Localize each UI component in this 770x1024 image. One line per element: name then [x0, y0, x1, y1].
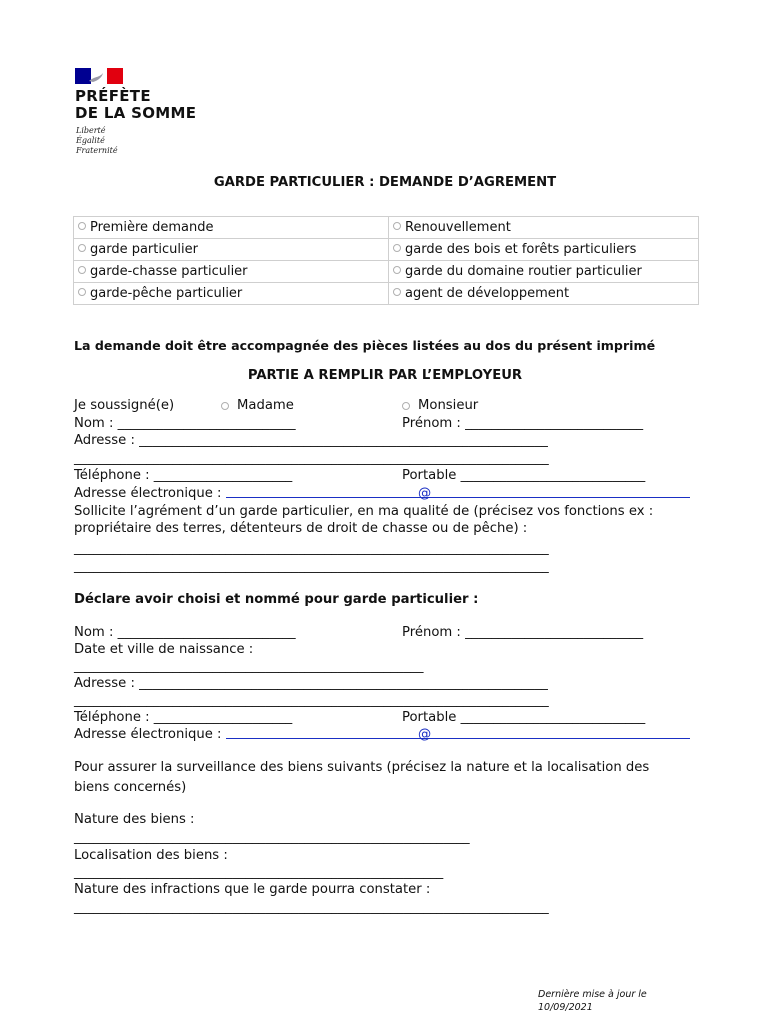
motto-fraternite: Fraternité [76, 146, 118, 155]
marianne-logo-icon [75, 68, 123, 84]
option-garde-bois-forets[interactable]: garde des bois et forêts particuliers [389, 239, 699, 261]
employer-portable-field[interactable]: Portable ____________________________ [402, 468, 646, 483]
last-update-date: 10/09/2021 [538, 1002, 593, 1013]
garde-email-label: Adresse électronique : [74, 727, 222, 742]
option-garde-peche[interactable]: garde-pêche particulier [74, 283, 389, 305]
radio-icon[interactable] [78, 288, 86, 296]
sollicite-text-2: propriétaire des terres, détenteurs de droit de chasse ou de pêche) : [74, 521, 528, 536]
employer-email-field[interactable] [226, 497, 690, 498]
radio-icon[interactable] [78, 222, 86, 230]
option-garde-particulier[interactable]: garde particulier [74, 239, 389, 261]
sollicite-line-1[interactable]: ________________________________________________________________________ [74, 541, 549, 556]
infractions-label: Nature des infractions que le garde pourra constater : [74, 882, 431, 897]
employer-email-at: @ [418, 486, 432, 501]
radio-icon[interactable] [393, 266, 401, 274]
employer-prenom-field[interactable]: Prénom : ___________________________ [402, 416, 644, 431]
biens-intro-2: biens concernés) [74, 780, 187, 795]
last-update-label: Dernière mise à jour le [538, 989, 647, 1000]
garde-adresse-field[interactable]: Adresse : ______________________________________________________________ [74, 676, 548, 691]
garde-heading: Déclare avoir choisi et nommé pour garde particulier : [74, 592, 479, 607]
radio-icon[interactable] [78, 266, 86, 274]
garde-email-field[interactable] [226, 738, 690, 739]
localisation-biens-field[interactable]: ________________________________________________________ [74, 865, 444, 880]
localisation-biens-label: Localisation des biens : [74, 848, 228, 863]
employer-adresse-field[interactable]: Adresse : ______________________________________________________________ [74, 433, 548, 448]
request-type-table [73, 216, 699, 305]
motto-liberte: Liberté [76, 126, 106, 135]
option-garde-domaine-routier[interactable]: garde du domaine routier particulier [389, 261, 699, 283]
biens-intro-1: Pour assurer la surveillance des biens suivants (précisez la nature et la localisation des [74, 760, 650, 775]
employer-email-label: Adresse électronique : [74, 486, 222, 501]
garde-email-at: @ [418, 727, 432, 742]
madame-radio-icon[interactable] [221, 402, 229, 410]
radio-icon[interactable] [78, 244, 86, 252]
radio-icon[interactable] [393, 288, 401, 296]
sollicite-text-1: Sollicite l’agrément d’un garde particulier, en ma qualité de (précisez vos fonctions ex : [74, 504, 654, 519]
option-garde-chasse[interactable]: garde-chasse particulier [74, 261, 389, 283]
nature-biens-label: Nature des biens : [74, 812, 195, 827]
motto-egalite: Égalité [76, 136, 105, 145]
monsieur-radio-icon[interactable] [402, 402, 410, 410]
option-premiere-demande[interactable]: Première demande [74, 217, 389, 239]
garde-birth-label: Date et ville de naissance : [74, 642, 254, 657]
logo-line-1: PRÉFÈTE [75, 87, 151, 105]
garde-nom-field[interactable]: Nom : ___________________________ [74, 625, 296, 640]
logo-line-2: DE LA SOMME [75, 104, 197, 122]
sollicite-line-2[interactable]: ________________________________________________________________________ [74, 559, 549, 574]
garde-adresse-line-2[interactable]: ________________________________________________________________________ [74, 693, 549, 708]
employer-nom-field[interactable]: Nom : ___________________________ [74, 416, 296, 431]
monsieur-label: Monsieur [418, 398, 479, 413]
employer-telephone-field[interactable]: Téléphone : _____________________ [74, 468, 293, 483]
undersigned-label: Je soussigné(e) [74, 398, 175, 413]
garde-portable-field[interactable]: Portable ____________________________ [402, 710, 646, 725]
last-update-note [538, 988, 647, 1014]
radio-icon[interactable] [393, 222, 401, 230]
page-title: GARDE PARTICULIER : DEMANDE D’AGREMENT [213, 175, 557, 190]
nature-biens-field[interactable]: ____________________________________________________________ [74, 830, 470, 845]
garde-prenom-field[interactable]: Prénom : ___________________________ [402, 625, 644, 640]
garde-telephone-field[interactable]: Téléphone : _____________________ [74, 710, 293, 725]
garde-birth-field[interactable]: _____________________________________________________ [74, 659, 424, 674]
option-renouvellement[interactable]: Renouvellement [389, 217, 699, 239]
infractions-field[interactable]: ________________________________________________________________________ [74, 900, 549, 915]
radio-icon[interactable] [393, 244, 401, 252]
notice-text: La demande doit être accompagnée des pièces listées au dos du présent imprimé [74, 338, 656, 353]
option-agent-developpement[interactable]: agent de développement [389, 283, 699, 305]
employer-heading: PARTIE A REMPLIR PAR L’EMPLOYEUR [247, 368, 523, 383]
madame-label: Madame [237, 398, 294, 413]
employer-adresse-line-2[interactable]: ________________________________________________________________________ [74, 451, 549, 466]
